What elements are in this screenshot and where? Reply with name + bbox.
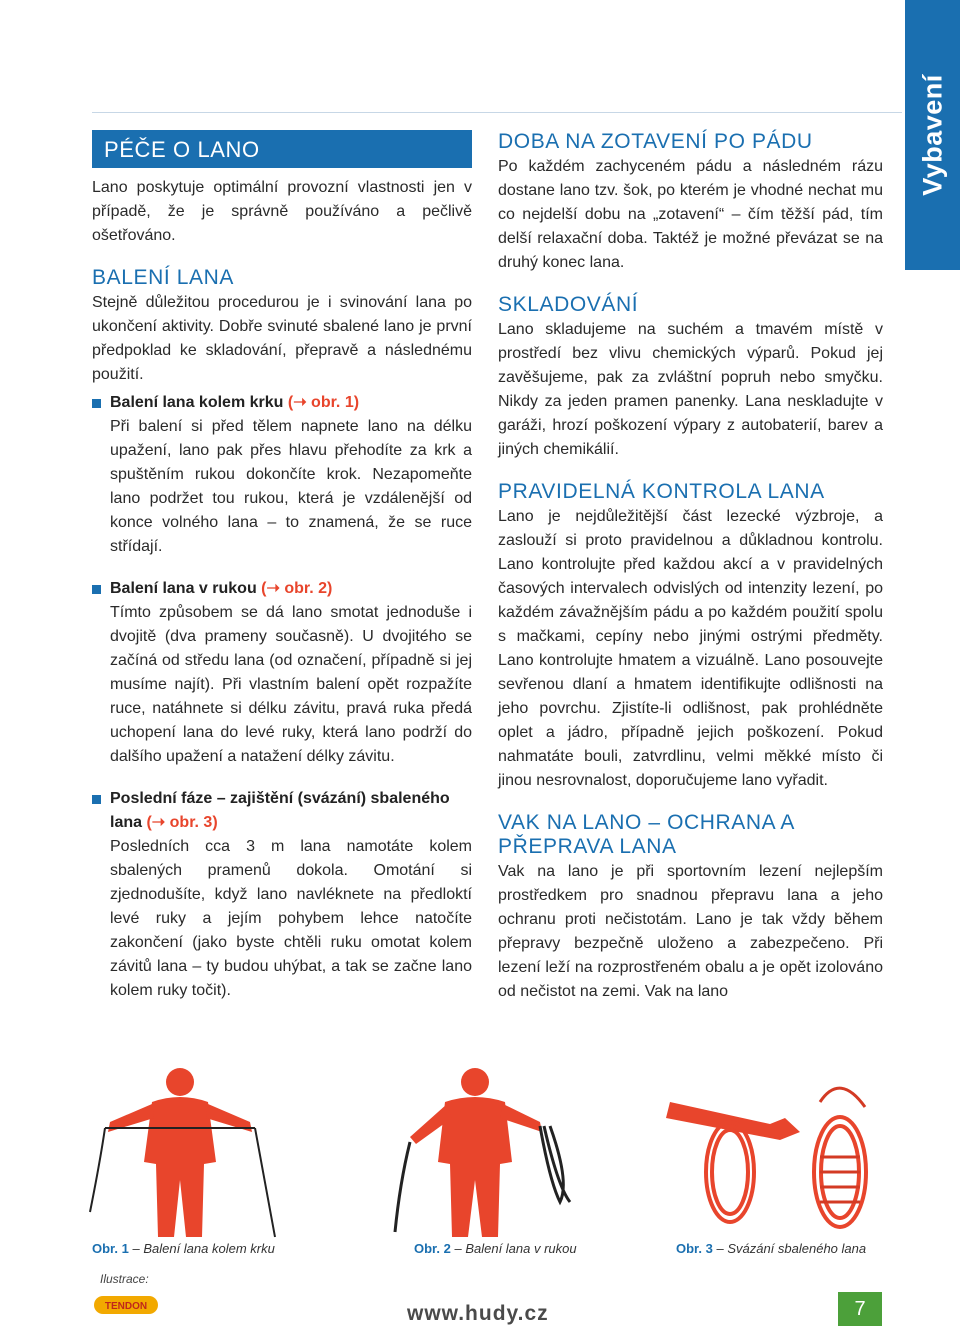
svg-text:TENDON: TENDON [104,1301,148,1312]
left-column [92,130,472,1003]
kontrola-paragraph: Lano je nejdůležitější část lezecké výzbroje, a zaslouží si proto pravidelnou a důkladnou kontrolu. Lano kontrolujte před každou akcí a v pravidelných časových intervalech odvislých od intenzity lezení, po každém závažnějším pádu a po každém použití spolu s mačkami, cepíny nebo jinými ostrými předměty. Lano kontrolujte hmatem a vizuálně. Lano posouvejte sevřenou dlaní a hmatem identifikujte odlišnosti na jeho povrchu. Zjistíte-li odlišnost, pak prohlédněte oplet a jádro, případně jejich poškození. Pokud nahmatáte bouli, zatvrdlinu, velmi měkké místo či jinou nesrovnalost, doporučujeme lano vyřadit. [498,508,883,789]
figure-1-person-icon [108,1068,252,1237]
figure-ref: (➝ obr. 1) [287,394,360,411]
heading-skladovani: SKLADOVÁNÍ [498,293,639,316]
page-number: 7 [838,1292,882,1326]
bullet-text: Tímto způsobem se dá lano smotat jednoduše i dvojitě (dva prameny současně). U dvojitého se začíná od středu lana (od označení, případně si jej musíme najít). Při vlastním balení opět rozpažíte ruce, natáhnete si délku závitu, pravá ruka předá uchopení lana do levé ruky, která lano podrží do dalšího upažení a natažení délky závitu. [110,604,472,765]
baleni-paragraph: Stejně důležitou procedurou je i svinování lana po ukončení aktivity. Dobře svinuté sbalené lano je první předpoklad ke skladování, přepravě a následnému použití. [92,294,472,383]
skladovani-paragraph: Lano skladujeme na suchém a tmavém místě v prostředí bez vlivu chemických výparů. Pokud jej zavěšujeme, pak za zvláštní popruh nebo smyčku. Nikdy za jeden pramen panenky. Lana neskladujte v garáži, hrozí poškození výpary z autobaterií, barev a jiných chemikálií. [498,321,883,458]
bullet-svazani [92,787,472,1003]
illustrations [80,1062,900,1242]
bullet-rukou [92,577,472,769]
intro-paragraph: Lano poskytuje optimální provozní vlastnosti jen v případě, že je správně používáno a pečlivě ošetřováno. [92,179,472,244]
bullet-title: Balení lana v rukou [110,580,257,597]
heading-zotaveni: DOBA NA ZOTAVENÍ PO PÁDU [498,130,813,153]
figure-2-person-icon [410,1068,542,1237]
bullet-square-icon [92,585,101,594]
bullet-square-icon [92,795,101,804]
illustrations-credit: Ilustrace: [100,1272,149,1286]
bullet-square-icon [92,399,101,408]
bullet-krk [92,391,472,559]
bullet-text: Při balení si před tělem napnete lano na délku upažení, lano pak přes hlavu přehodíte za krk a spuštěním rukou dokončíte krok. Nezapomeňte lano podržet tou rukou, která je vzdálenější od konce volného lana – to znamená, že se ruce střídají. [110,418,472,555]
caption-3: Obr. 3 – Svázání sbaleného lana [676,1241,867,1256]
section-tab-label: Vybavení [917,74,947,196]
header-rule [92,112,902,113]
figure-ref: (➝ obr. 3) [146,814,218,831]
caption-2: Obr. 2 – Balení lana v rukou [414,1241,577,1256]
bullet-title: Balení lana kolem krku [110,394,284,411]
bullet-text: Posledních cca 3 m lana namotáte kolem sbalených pramenů dokola. Omotání si zjednodušíte, když lano navléknete na předloktí levé ruky a jejím pohybem lehce natočíte zakončení (jako byste chtěli ruku omotat kolem závitů lana – ty budou uhýbat, a tak se začne lano kolem ruky točit). [110,838,472,999]
heading-baleni-lana: BALENÍ LANA [92,266,234,289]
page-title: PÉČE O LANO [92,130,472,168]
website-url[interactable]: www.hudy.cz [407,1302,549,1325]
figure-ref: (➝ obr. 2) [261,580,333,597]
tendon-logo [94,1292,158,1318]
section-tab [905,0,960,270]
zotaveni-paragraph: Po každém zachyceném pádu a následném rázu dostane lano tzv. šok, po kterém je vhodné nechat mu co nejdelší dobu na „zotavení“ – čím těžší pád, tím delší relaxační doba. Taktéž je možné převázat se na druhý konec lana. [498,158,883,271]
bullet-title: Poslední fáze – zajištění (svázání) sbaleného lana [110,790,450,831]
right-column [498,130,883,1004]
caption-1: Obr. 1 – Balení lana kolem krku [92,1241,275,1256]
heading-vak: VAK NA LANO – OCHRANA A PŘEPRAVA LANA [498,811,794,858]
heading-kontrola: PRAVIDELNÁ KONTROLA LANA [498,480,825,503]
vak-paragraph: Vak na lano je při sportovním lezení nejlepším prostředkem pro snadnou přepravu lana a jeho ochranu proti nečistotám. Lano je tak vždy během přepravy bezpečně uloženo a zabezpečeno. Při lezení leží na rozprostřeném obalu a je opět izolováno od nečistot na zemi. Vak na lano [498,863,883,1000]
